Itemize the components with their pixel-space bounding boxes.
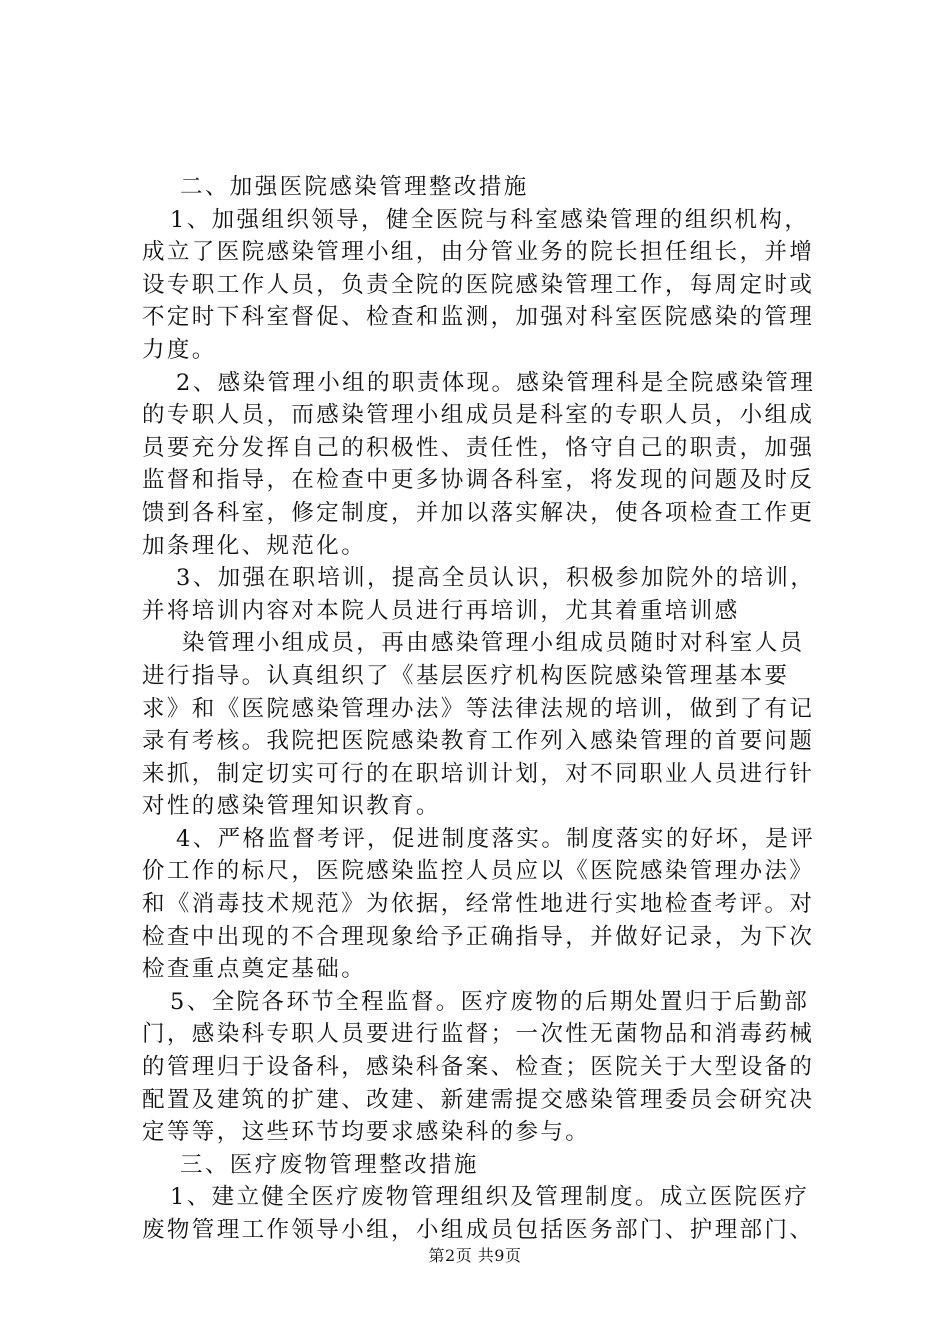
paragraph-line: 和《消毒技术规范》为依据，经常性地进行实地检查考评。对 [142,891,815,918]
paragraph-line: 不定时下科室督促、检查和监测，加强对科室医院感染的管理 [142,304,815,331]
paragraph-line: 监督和指导，在检查中更多协调各科室，将发现的问题及时反 [142,467,815,494]
paragraph-line: 并将培训内容对本院人员进行再培训，尤其着重培训感 [142,597,740,624]
paragraph-line: 3、加强在职培训，提高全员认识，积极参加院外的培训， [176,565,816,592]
paragraph-line: 2、感染管理小组的职责体现。感染管理科是全院感染管理 [176,369,816,396]
paragraph-line: 求》和《医院感染管理办法》等法律法规的培训，做到了有记 [142,695,815,722]
paragraph-line: 馈到各科室，修定制度，并加以落实解决，使各项检查工作更 [142,499,815,526]
paragraph-line: 的管理归于设备科，感染科备案、检查；医院关于大型设备的 [142,1054,815,1081]
page-number: 第2页 共9页 [428,1246,522,1265]
section-heading-2: 二、加强医院感染管理整改措施 [180,174,529,200]
paragraph-line: 废物管理工作领导小组，小组成员包括医务部门、护理部门、 [142,1217,815,1243]
paragraph-line: 进行指导。认真组织了《基层医疗机构医院感染管理基本要 [142,662,790,689]
paragraph-line: 员要充分发挥自己的积极性、责任性，恪守自己的职责，加强 [142,434,815,461]
paragraph-line: 配置及建筑的扩建、改建、新建需提交感染管理委员会研究决 [142,1086,815,1113]
paragraph-line: 1、建立健全医疗废物管理组织及管理制度。成立医院医疗 [170,1184,810,1211]
paragraph-line: 的专职人员，而感染管理小组成员是科室的专职人员，小组成 [142,402,815,429]
paragraph-line: 价工作的标尺，医院感染监控人员应以《医院感染管理办法》 [142,858,815,885]
paragraph-line: 对性的感染管理知识教育。 [142,793,441,820]
paragraph-line: 力度。 [142,336,217,363]
paragraph-line: 4、严格监督考评，促进制度落实。制度落实的好坏，是评 [176,825,816,852]
paragraph-line: 1、加强组织领导，健全医院与科室感染管理的组织机构， [170,206,810,233]
paragraph-line: 录有考核。我院把医院感染教育工作列入感染管理的首要问题 [142,728,815,755]
paragraph-line: 检查重点奠定基础。 [142,956,367,983]
section-heading-3: 三、医疗废物管理整改措施 [180,1151,479,1178]
paragraph-line: 5、全院各环节全程监督。医疗废物的后期处置归于后勤部 [170,988,810,1015]
paragraph-line: 设专职工作人员，负责全院的医院感染管理工作，每周定时或 [142,271,815,298]
paragraph-line: 染管理小组成员，再由感染管理小组成员随时对科室人员 [182,630,805,657]
paragraph-line: 定等等，这些环节均要求感染科的参与。 [142,1119,591,1146]
paragraph-line: 加条理化、规范化。 [142,532,367,559]
document-body [142,171,832,1247]
paragraph-line: 门，感染科专职人员要进行监督；一次性无菌物品和消毒药械 [142,1021,815,1048]
paragraph-line: 检查中出现的不合理现象给予正确指导，并做好记录，为下次 [142,923,815,950]
paragraph-line: 成立了医院感染管理小组，由分管业务的院长担任组长，并增 [142,239,815,266]
paragraph-line: 来抓，制定切实可行的在职培训计划，对不同职业人员进行针 [142,760,815,787]
